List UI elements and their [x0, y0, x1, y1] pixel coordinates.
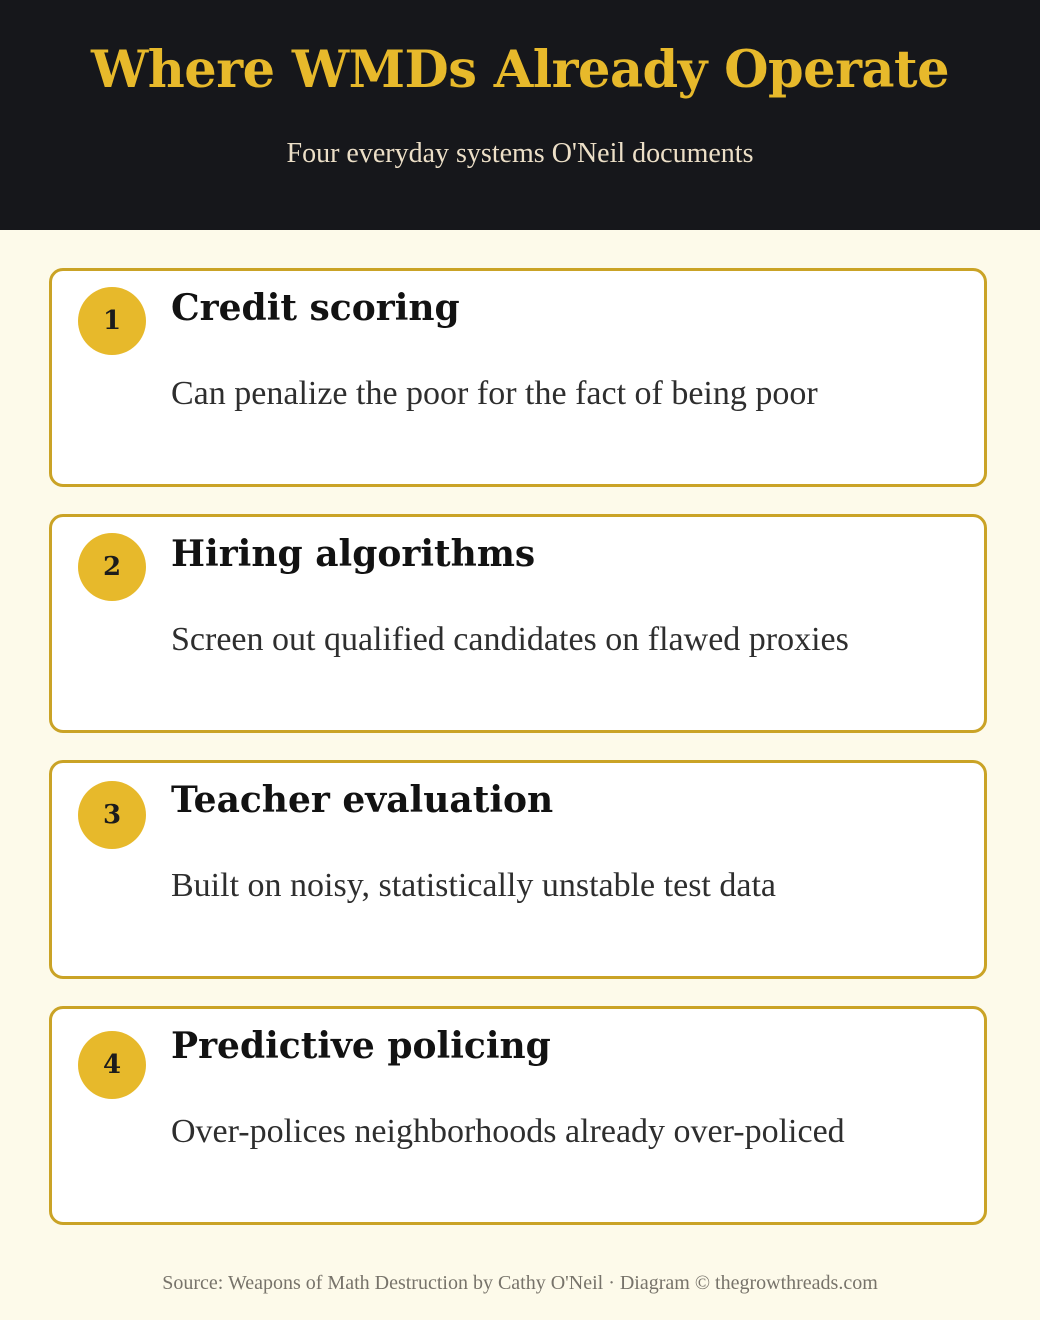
- number-badge: 4: [78, 1031, 146, 1099]
- system-card-credit-scoring: [49, 268, 987, 487]
- source-footer: Source: Weapons of Math Destruction by Cathy O'Neil · Diagram © thegrowthreads.com: [162, 1272, 878, 1294]
- system-card-teacher-evaluation: [49, 760, 987, 979]
- number-badge: 3: [78, 781, 146, 849]
- system-card-hiring-algorithms: [49, 514, 987, 733]
- number-badge: 2: [78, 533, 146, 601]
- header-banner: [0, 0, 1040, 230]
- system-card-predictive-policing: [49, 1006, 987, 1225]
- card-description: Can penalize the poor for the fact of being poor: [171, 375, 818, 412]
- number-badge: 1: [78, 287, 146, 355]
- card-title: Teacher evaluation: [171, 779, 554, 821]
- page-subtitle: Four everyday systems O'Neil documents: [286, 138, 754, 169]
- card-description: Screen out qualified candidates on flawed proxies: [171, 621, 849, 658]
- card-description: Over-polices neighborhoods already over-policed: [171, 1113, 845, 1150]
- card-title: Credit scoring: [171, 287, 460, 329]
- card-title: Hiring algorithms: [171, 533, 536, 575]
- card-description: Built on noisy, statistically unstable test data: [171, 867, 776, 904]
- card-title: Predictive policing: [171, 1025, 551, 1067]
- page-title: Where WMDs Already Operate: [90, 40, 950, 100]
